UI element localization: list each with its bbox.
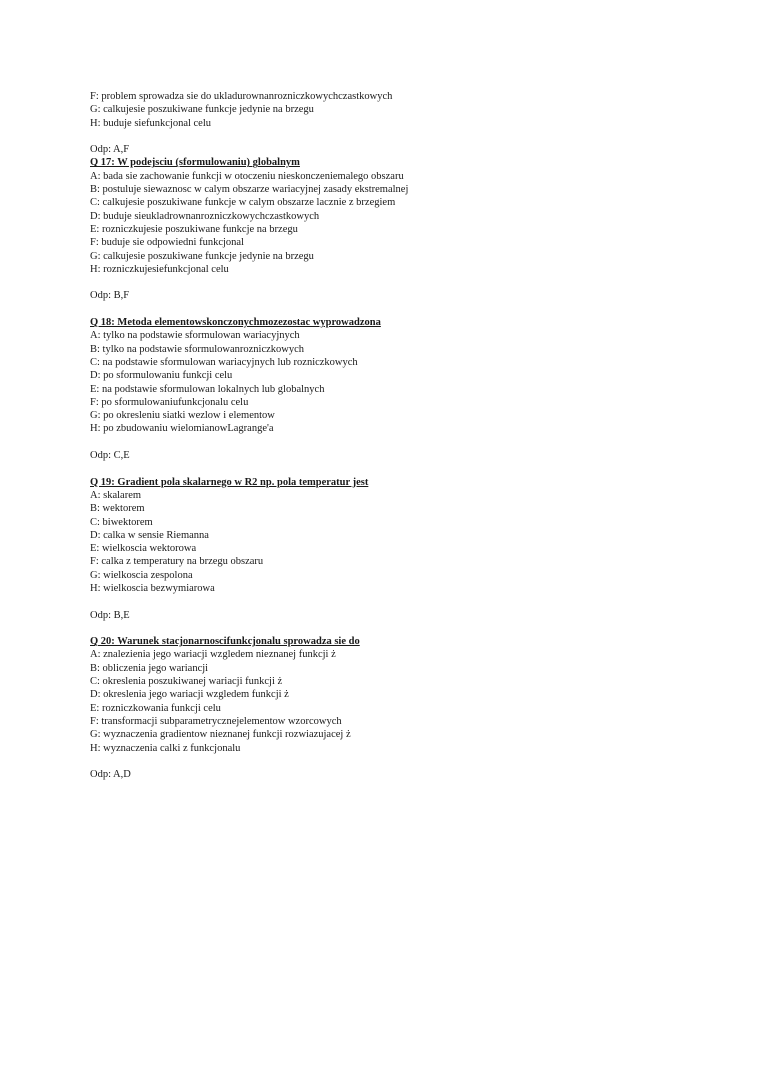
option-h: H: buduje siefunkcjonal celu — [90, 117, 212, 129]
option-f: F: po sformulowaniufunkcjonalu celu — [90, 396, 249, 408]
option-c: C: calkujesie poszukiwane funkcje w calym obszarze lacznie z brzegiem — [90, 197, 396, 209]
option-d: D: po sformulowaniu funkcji celu — [90, 370, 233, 382]
option-h: H: po zbudowaniu wielomianowLagrange'a — [90, 423, 274, 435]
option-d: D: buduje sieukladrownanrozniczkowychczastkowych — [90, 210, 320, 222]
option-a: A: skalarem — [90, 489, 142, 501]
question-19 — [90, 476, 710, 622]
answer: Odp: C,E — [90, 450, 130, 462]
option-a: A: znalezienia jego wariacji wzgledem nieznanej funkcji ż — [90, 649, 336, 661]
option-a: A: bada sie zachowanie funkcji w otoczeniu nieskonczeniemalego obszaru — [90, 170, 404, 182]
option-b: B: tylko na podstawie sformulowanrozniczkowych — [90, 343, 305, 355]
option-c: C: na podstawie sformulowan wariacyjnych lub rozniczkowych — [90, 356, 358, 368]
option-f: F: problem sprowadza sie do ukladurownanrozniczkowychczastkowych — [90, 91, 393, 102]
option-b: B: obliczenia jego wariancji — [90, 662, 209, 674]
option-b: B: postuluje siewaznosc w calym obszarze wariacyjnej zasady ekstremalnej — [90, 184, 409, 196]
option-h: H: wyznaczenia calki z funkcjonalu — [90, 742, 241, 754]
option-h: H: wielkoscia bezwymiarowa — [90, 582, 215, 594]
spacer — [90, 622, 710, 635]
spacer — [90, 462, 710, 475]
option-e: E: rozniczkujesie poszukiwane funkcje na brzegu — [90, 223, 298, 235]
option-g: G: calkujesie poszukiwane funkcje jedynie na brzegu — [90, 250, 314, 262]
option-e: E: rozniczkowania funkcji celu — [90, 702, 221, 714]
spacer — [90, 595, 710, 608]
question-20 — [90, 635, 710, 781]
option-g: G: calkujesie poszukiwane funkcje jedynie na brzegu — [90, 104, 314, 116]
question-18 — [90, 316, 710, 462]
option-e: E: wielkoscia wektorowa — [90, 543, 197, 555]
answer: Odp: B,E — [90, 609, 130, 621]
option-e: E: na podstawie sformulowan lokalnych lub globalnych — [90, 383, 325, 395]
spacer — [90, 276, 710, 289]
option-f: F: transformacji subparametrycznejelementow wzorcowych — [90, 715, 342, 727]
question-16-tail — [90, 90, 710, 156]
question-17 — [90, 156, 710, 302]
option-a: A: tylko na podstawie sformulowan wariacyjnych — [90, 330, 300, 342]
document-page — [90, 90, 710, 781]
option-g: G: wielkoscia zespolona — [90, 569, 193, 581]
option-c: C: okreslenia poszukiwanej wariacji funkcji ż — [90, 676, 283, 688]
question-title: Q 17: W podejsciu (sformulowaniu) globalnym — [90, 157, 300, 169]
question-title: Q 18: Metoda elementowskonczonychmozezostac wyprowadzona — [90, 317, 381, 329]
spacer — [90, 130, 710, 143]
spacer — [90, 755, 710, 768]
spacer — [90, 303, 710, 316]
option-g: G: wyznaczenia gradientow nieznanej funkcji rozwiazujacej ż — [90, 729, 351, 741]
spacer — [90, 436, 710, 449]
option-b: B: wektorem — [90, 503, 145, 515]
option-h: H: rozniczkujesiefunkcjonal celu — [90, 263, 229, 275]
question-title: Q 19: Gradient pola skalarnego w R2 np. pola temperatur jest — [90, 476, 369, 488]
answer: Odp: B,F — [90, 290, 130, 302]
option-f: F: calka z temperatury na brzegu obszaru — [90, 556, 264, 568]
option-g: G: po okresleniu siatki wezlow i elementow — [90, 410, 275, 422]
option-d: D: okreslenia jego wariacji wzgledem funkcji ż — [90, 689, 289, 701]
option-c: C: biwektorem — [90, 516, 153, 528]
answer: Odp: A,F — [90, 144, 130, 156]
question-title: Q 20: Warunek stacjonarnoscifunkcjonalu sprowadza sie do — [90, 636, 360, 648]
option-d: D: calka w sensie Riemanna — [90, 529, 209, 541]
answer: Odp: A,D — [90, 769, 131, 781]
option-f: F: buduje sie odpowiedni funkcjonal — [90, 237, 244, 249]
